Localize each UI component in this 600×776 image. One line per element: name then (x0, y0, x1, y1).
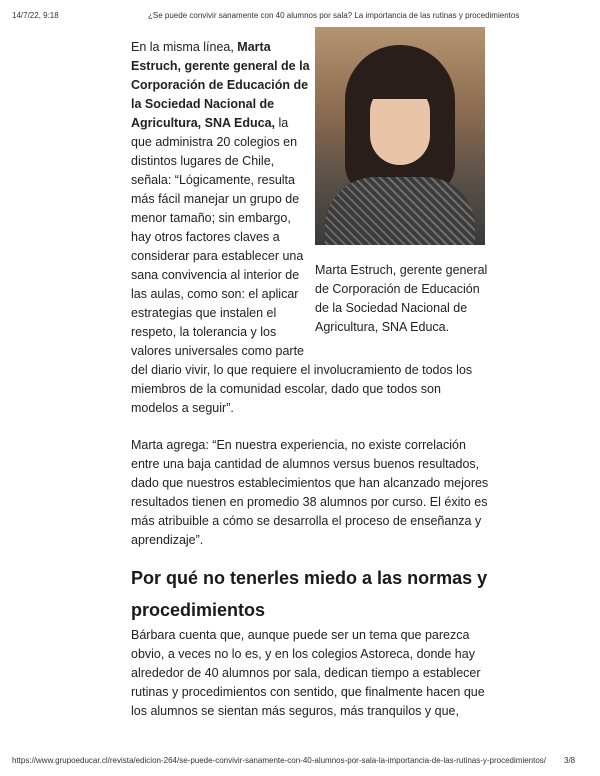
paragraph-barbara: Bárbara cuenta que, aunque puede ser un tema que parezca obvio, a veces no lo es, y en los colegios Astoreca, donde hay alrededor de 40 alumnos por sala, dedican tiempo a establecer rutinas y procedimientos con sentido, que finalmente hacen que los alumnos se sientan más seguros, más tranquilos y que, (131, 628, 485, 718)
page-number: 3/8 (564, 756, 576, 765)
paragraph-marta-estruch (131, 38, 311, 361)
paragraph-quote: la que administra 20 colegios en distintos lugares de Chile, señala: “Lógicamente, resulta más fácil manejar un grupo de menor tamaño; sin embargo, hay otros factores claves a considerar para establecer una sana convivencia al interior de las aulas, como son: el aplicar estrategias que instalen el respeto, la tolerancia y los valores universales como parte (131, 116, 304, 358)
print-title: ¿Se puede convivir sanamente con 40 alumnos por sala? La importancia de las rutinas y procedimientos (148, 11, 520, 20)
paragraph-bold-name: Marta Estruch, gerente general de la Corporación de Educación de la Sociedad Nacional de Agricultura, SNA Educa, (131, 40, 310, 130)
paragraph-continuation: del diario vivir, lo que requiere el involucramiento de todos los miembros de la comunidad escolar, dado que todos son modelos a seguir”. (131, 363, 473, 415)
paragraph-intro: En la misma línea, (131, 40, 238, 54)
photo-caption: Marta Estruch, gerente general de Corporación de Educación de la Sociedad Nacional de Agricultura, SNA Educa. (315, 263, 488, 334)
section-heading: Por qué no tenerles miedo a las normas y procedimientos (131, 568, 488, 620)
paragraph-marta-agrega: Marta agrega: “En nuestra experiencia, no existe correlación entre una baja cantidad de alumnos versus buenos resultados, dado que nuestros establecimientos que han alcanzado mejores resultados tienen en promedio 38 alumnos por curso. El éxito es más atribuible a cómo se desarrolla el proceso de enseñanza y aprendizaje”. (131, 438, 489, 547)
photo-marta-estruch (315, 27, 485, 245)
print-date: 14/7/22, 9:18 (12, 11, 59, 20)
print-url[interactable]: https://www.grupoeducar.cl/revista/edicion-264/se-puede-convivir-sanamente-con-40-alumnos-por-sala-la-importancia-de-las-rutinas-y-procedimientos/ (12, 756, 547, 765)
